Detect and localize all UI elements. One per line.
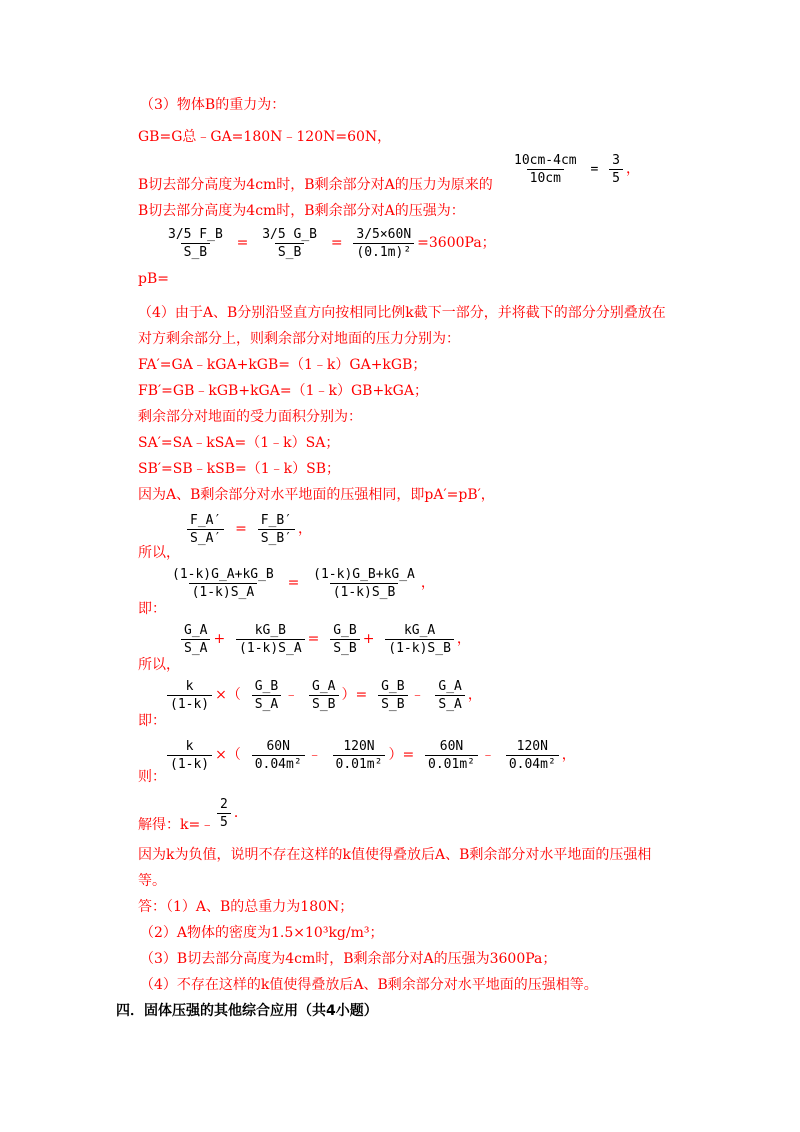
k-value-fraction: $\frac{2}{5}$ ． [214, 796, 248, 831]
line-8: FA′=GA﹣kGA+kGB=（1﹣k）GA+kGB； [138, 357, 427, 373]
pressure-formula: $\frac{3/5 F\_B}{S\_B}$ = $\frac{3/5 G\_B}{S\_B}$ = $\frac{3/5\times 60N}{\text{(0.1m)²}}$ =3600Pa； [168, 227, 496, 260]
line-2: GB=G总﹣GA=180N﹣120N=60N， [138, 129, 392, 145]
line-4: B切去部分高度为4cm时，B剩余部分对A的压强为： [138, 203, 465, 219]
line-10: 剩余部分对地面的受力面积分别为： [138, 409, 362, 425]
line-12: SB′=SB﹣kSB=（1﹣k）SB； [138, 461, 341, 477]
line-9: FB′=GB﹣kGB+kGA=（1﹣k）GB+kGA； [138, 383, 428, 399]
ratio-eq-3: $\frac{G\_A}{S\_A}$ + $\frac{kG\_B}{(1-k)S\_A}$ = $\frac{G\_B}{S\_B}$ + $\frac{kG\_A}{(1-k)S\_B}$ ， [178, 622, 471, 657]
line-1: （3）物体B的重力为： [140, 97, 286, 113]
line-14: 所以， [138, 545, 180, 561]
line-23: （2）A物体的密度为1.5×10³kg/m³； [140, 925, 384, 941]
line-18: 则： [138, 769, 166, 785]
line-22: 答：（1）A、B的总重力为180N； [138, 899, 354, 915]
line-21: 等。 [138, 873, 166, 889]
line-11: SA′=SA﹣kSA=（1﹣k）SA； [138, 435, 340, 451]
line-20: 因为k为负值，说明不存在这样的k值使得叠放后A、B剩余部分对水平地面的压强相 [138, 847, 652, 863]
line-16: 所以， [138, 657, 180, 673]
line-24: （3）B切去部分高度为4cm时，B剩余部分对A的压强为3600Pa； [140, 951, 557, 967]
line-19: 解得：k=﹣ [138, 817, 215, 833]
line-13: 因为A、B剩余部分对水平地面的压强相同，即pA′=pB′， [138, 487, 495, 503]
line-25: （4）不存在这样的k值使得叠放后A、B剩余部分对水平地面的压强相等。 [140, 977, 598, 993]
line-17: 即： [138, 713, 166, 729]
ratio-eq-2: $\frac{(1-k)G\_A+kG\_B}{(1-k)S\_A}$ = $\frac{(1-k)G\_B+kG\_A}{(1-k)S\_B}$ ， [172, 567, 435, 600]
section-heading: 四．固体压强的其他综合应用（共4小题） [116, 1003, 378, 1019]
ratio-fraction: $\frac{10cm-4cm}{10cm}$ = $\frac{3}{5}$ ， [514, 153, 640, 186]
ratio-eq-4: $\frac{k}{(1-k)}$ ×（ $\frac{G\_B}{S\_A}$ ﹣ $\frac{G\_A}{S\_B}$ ）= $\frac{G\_B}{S\_B}$ ﹣ $\frac{G\_A}{S\_A}$ ， [164, 678, 482, 713]
ratio-eq-5: $\frac{k}{(1-k)}$ ×（ $\frac{60N}{\text{0.04m²}}$ ﹣ $\frac{120N}{\text{0.01m²}}$ ）= $\frac{60N}{\text{0.01m²}}$ ﹣ $\frac{120N}{\text{0.04m²}}$ ， [164, 738, 576, 773]
line-15: 即： [138, 601, 166, 617]
line-5: pB= [138, 271, 169, 287]
line-7: 对方剩余部分上，则剩余部分对地面的压力分别为： [138, 331, 460, 347]
ratio-eq-1: $\frac{F\_A'}{S\_A'}$ = $\frac{F\_B'}{S\_B'}$ ， [184, 512, 312, 547]
line-3: B切去部分高度为4cm时，B剩余部分对A的压力为原来的 [138, 177, 493, 193]
line-6: （4）由于A、B分别沿竖直方向按相同比例k截下一部分，并将截下的部分分别叠放在 [138, 305, 666, 321]
